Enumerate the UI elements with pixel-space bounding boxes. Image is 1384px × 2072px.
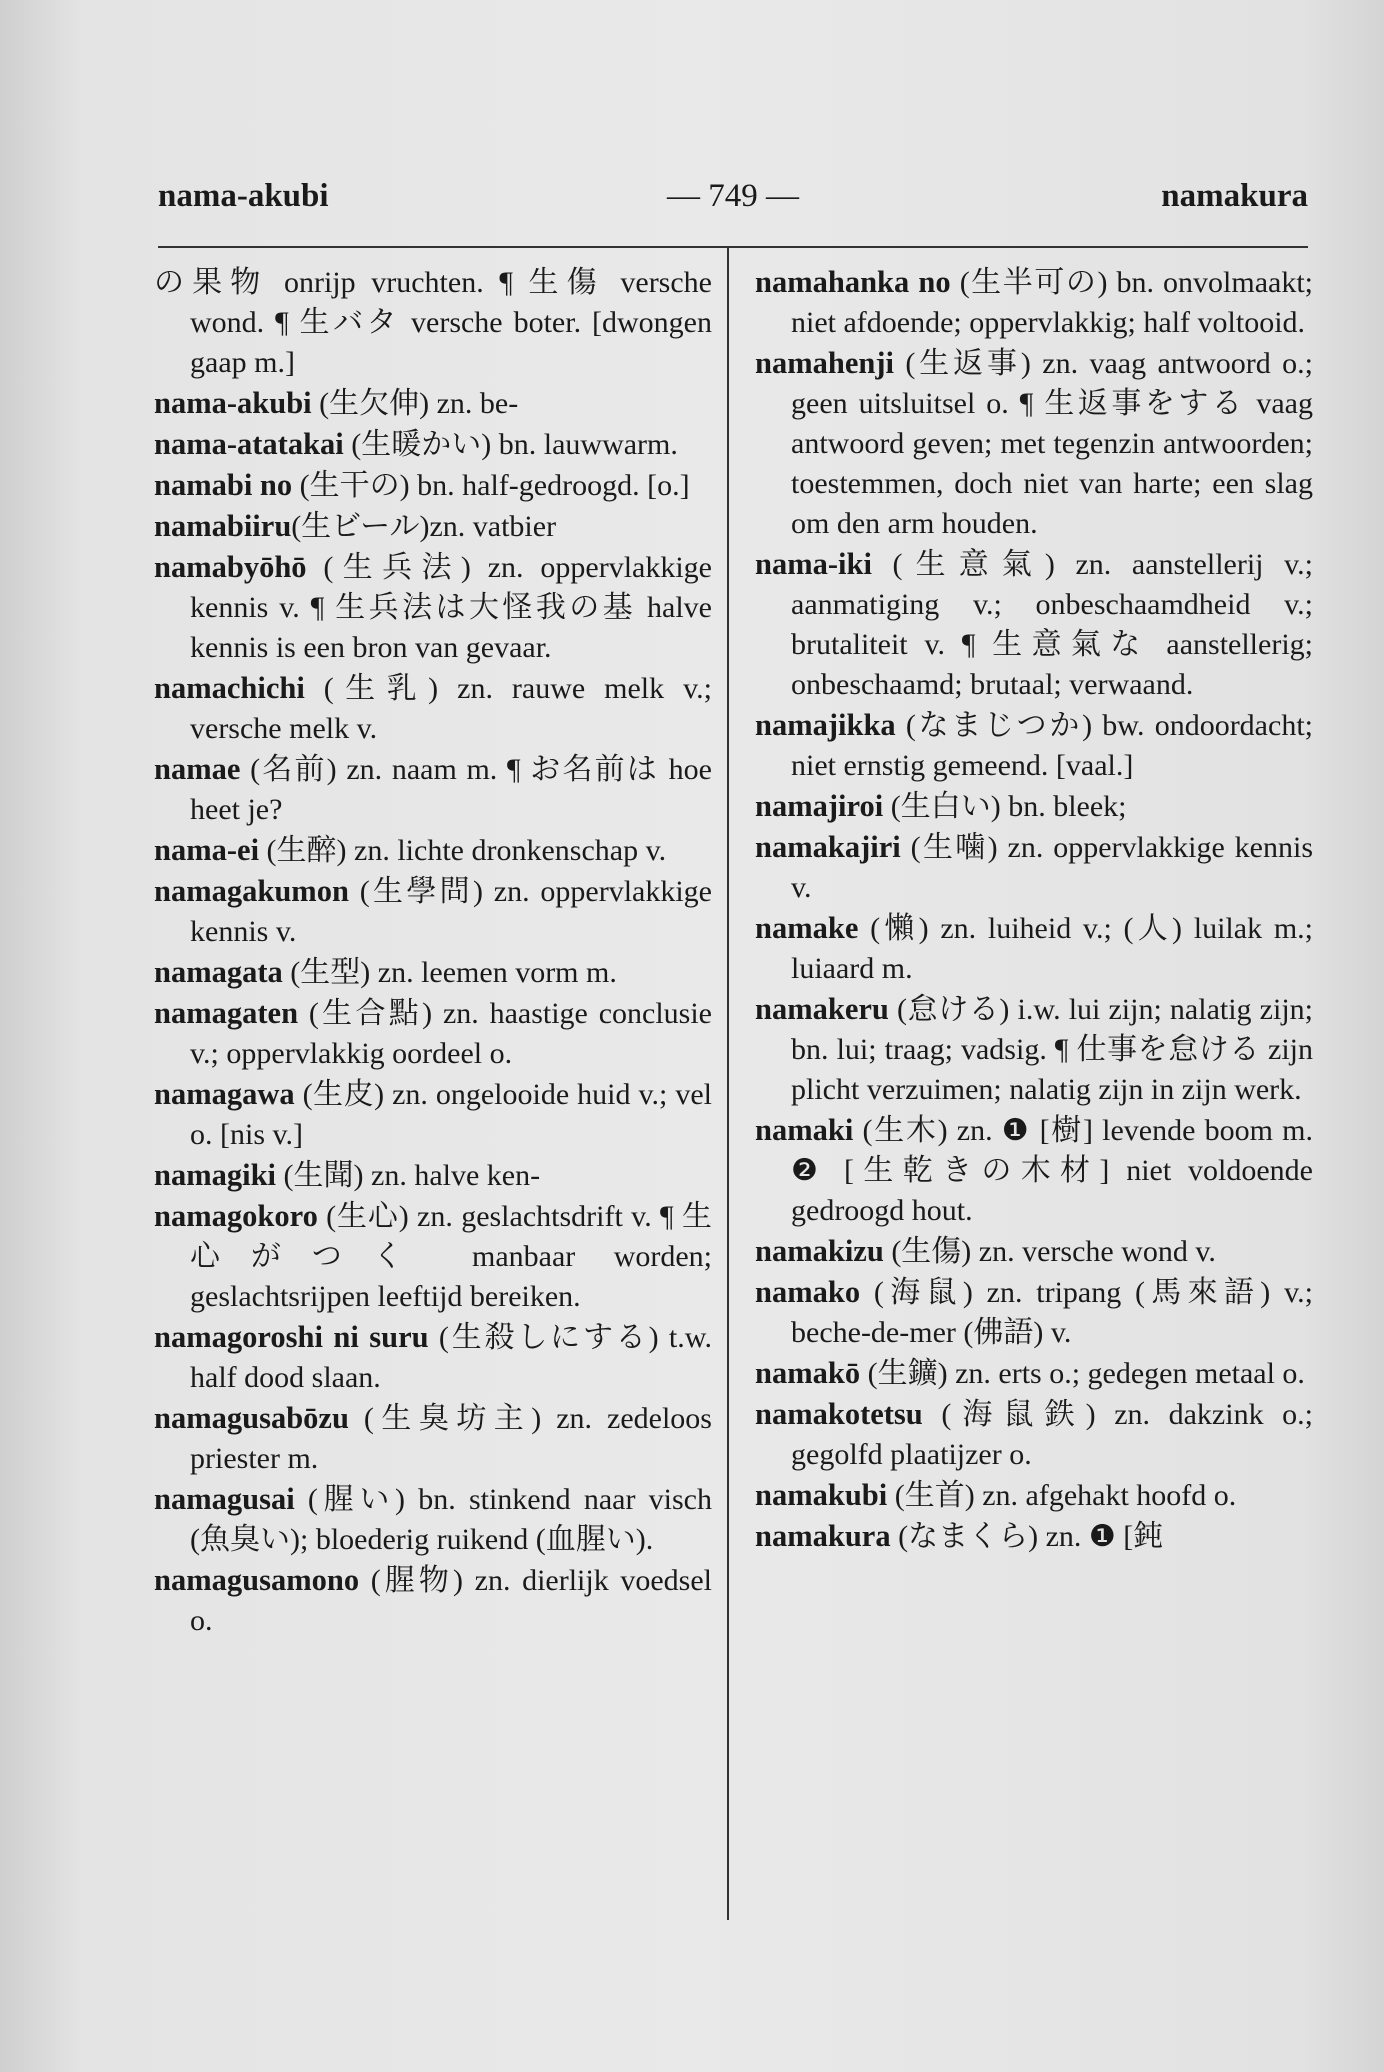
entry-headword: nama-iki [755, 547, 872, 581]
entry-definition: (なまくら) zn. ❶ [鈍 [890, 1520, 1164, 1553]
entry-definition: (生暖かい) bn. lauwwarm. [343, 428, 678, 461]
entry-definition: (怠ける) i.w. lui zijn; nalatig zijn; bn. lui; traag; vadsig. ¶ 仕事を怠ける zijn plicht verzuimen; nalatig zijn in zijn werk. [791, 993, 1313, 1106]
entry-headword: namagakumon [154, 874, 349, 908]
dictionary-entry [755, 786, 1313, 827]
dictionary-entry [154, 424, 712, 465]
left-column [154, 262, 712, 1641]
page-number: — 749 — [667, 178, 799, 214]
dictionary-entry [154, 1560, 712, 1641]
entry-headword: namakura [755, 1519, 891, 1553]
entry-definition: (生鑛) zn. erts o.; gedegen metaal o. [860, 1357, 1305, 1390]
entry-headword: namakotetsu [755, 1397, 923, 1431]
entry-headword: namabyōhō [154, 550, 307, 584]
entry-definition: (生首) zn. afgehakt hoofd o. [887, 1479, 1237, 1512]
dictionary-entry [755, 1394, 1313, 1475]
entry-headword: namabiiru [154, 509, 292, 543]
entry-definition: (生ビール)zn. vatbier [291, 510, 557, 543]
entry-headword: namake [755, 911, 859, 945]
entry-definition: (生型) zn. leemen vorm m. [282, 956, 617, 989]
entry-headword: namachichi [154, 671, 305, 705]
entry-headword: namajiroi [755, 789, 884, 823]
entry-headword: namakeru [755, 992, 889, 1026]
entry-definition: (生返事) zn. vaag antwoord o.; geen uitsluitsel o. ¶ 生返事をする vaag antwoord geven; met tegenzin antwoorden; toestemmen, doch niet van harte; een slag om den arm houden. [791, 347, 1313, 540]
entry-definition: (生意氣) zn. aanstellerij v.; aanmatiging v.; onbeschaamdheid v.; brutaliteit v. ¶ 生意氣な aanstellerig; onbeschaamd; brutaal; verwaand. [791, 548, 1313, 701]
entry-definition: (生醉) zn. lichte dronkenschap v. [259, 834, 667, 867]
entry-definition: (生皮) zn. ongelooide huid v.; vel o. [nis v.] [190, 1078, 712, 1151]
entry-definition: (生干の) bn. half-gedroogd. [o.] [292, 469, 690, 502]
dictionary-entry [755, 262, 1313, 343]
dictionary-entry [154, 1479, 712, 1560]
entry-definition: (名前) zn. naam m. ¶ お名前は hoe heet je? [190, 753, 712, 826]
entry-headword: namaki [755, 1113, 854, 1147]
entry-definition: (懶) zn. luiheid v.; (人) luilak m.; luiaard m. [791, 912, 1313, 985]
entry-headword: namahenji [755, 346, 894, 380]
dictionary-entry [154, 668, 712, 749]
dictionary-entry [755, 1475, 1313, 1516]
dictionary-entry [154, 1155, 712, 1196]
dictionary-entry [755, 1516, 1313, 1557]
entry-definition: (生聞) zn. halve ken- [276, 1159, 541, 1192]
entry-headword: nama-atatakai [154, 427, 344, 461]
column-divider [727, 248, 729, 1920]
entry-headword: namagawa [154, 1077, 295, 1111]
page-header [158, 178, 1308, 228]
entry-headword: namagiki [154, 1158, 277, 1192]
dictionary-entry [154, 830, 712, 871]
entry-headword: namakubi [755, 1478, 888, 1512]
dictionary-entry [755, 908, 1313, 989]
entry-headword: namakō [755, 1356, 861, 1390]
dictionary-entry [154, 1398, 712, 1479]
entry-headword: namagusabōzu [154, 1401, 349, 1435]
dictionary-entry [154, 749, 712, 830]
entry-headword: namagata [154, 955, 283, 989]
entry-definition: (生殺しにする) t.w. half dood slaan. [190, 1321, 712, 1394]
entry-definition: (生兵法) zn. oppervlakkige kennis v. ¶ 生兵法は大怪我の基 halve kennis is een bron van gevaar. [190, 551, 712, 664]
dictionary-entry [755, 827, 1313, 908]
dictionary-entry [154, 506, 712, 547]
entry-definition: (生半可の) bn. onvolmaakt; niet afdoende; oppervlakkig; half voltooid. [791, 266, 1313, 339]
entry-headword: namagusamono [154, 1563, 360, 1597]
entry-headword: namakajiri [755, 830, 901, 864]
dictionary-entry [154, 952, 712, 993]
entry-definition: (生欠伸) zn. be- [311, 387, 519, 420]
dictionary-entry [755, 1231, 1313, 1272]
entry-definition: (生白い) bn. bleek; [883, 790, 1127, 823]
entry-definition: (生噛) zn. oppervlakkige kennis v. [791, 831, 1313, 904]
right-column [755, 262, 1313, 1557]
dictionary-entry [755, 544, 1313, 705]
dictionary-entry [154, 1074, 712, 1155]
entry-definition: (海鼠鉄) zn. dakzink o.; gegolfd plaatijzer o. [791, 1398, 1313, 1471]
entry-definition: (生合點) zn. haastige conclusie v.; oppervlakkig oordeel o. [190, 997, 712, 1070]
dictionary-entry [154, 993, 712, 1074]
entry-definition: (腥物) zn. dierlijk voedsel o. [190, 1564, 712, 1637]
entry-definition: (生木) zn. ❶ [樹] levende boom m. ❷ [生乾きの木材] niet voldoende gedroogd hout. [791, 1114, 1313, 1227]
dictionary-entry [154, 465, 712, 506]
dictionary-entry [154, 1317, 712, 1398]
entry-definition: (生傷) zn. versche wond v. [883, 1235, 1216, 1268]
entry-definition: (生乳) zn. rauwe melk v.; versche melk v. [190, 672, 712, 745]
entry-headword: namako [755, 1275, 861, 1309]
entry-definition: (生臭坊主) zn. zedeloos priester m. [190, 1402, 712, 1475]
dictionary-entry [755, 989, 1313, 1110]
entry-headword: namakizu [755, 1234, 884, 1268]
entry-definition: (生學問) zn. oppervlakkige kennis v. [190, 875, 712, 948]
entry-definition: (海鼠) zn. tripang (馬來語) v.; beche-de-mer (佛語) v. [791, 1276, 1313, 1349]
entry-headword: namagusai [154, 1482, 295, 1516]
entry-definition: (生心) zn. geslachtsdrift v. ¶ 生心がつく manbaar worden; geslachtsrijpen leeftijd bereiken. [190, 1200, 712, 1313]
dictionary-entry [755, 1272, 1313, 1353]
header-left-guideword: nama-akubi [158, 178, 329, 214]
entry-headword: namae [154, 752, 241, 786]
entry-headword: namabi no [154, 468, 293, 502]
entry-headword: namagokoro [154, 1199, 318, 1233]
header-right-guideword: namakura [1161, 178, 1308, 214]
entry-headword: namagoroshi ni suru [154, 1320, 429, 1354]
dictionary-entry [154, 1196, 712, 1317]
dictionary-entry [755, 1353, 1313, 1394]
entry-headword: namagaten [154, 996, 299, 1030]
dictionary-entry [154, 383, 712, 424]
entry-definition: の果物 onrijp vruchten. ¶ 生傷 versche wond. ¶ 生バタ versche boter. [dwongen gaap m.] [154, 266, 712, 379]
entry-headword: namahanka no [755, 265, 951, 299]
entry-headword: namajikka [755, 708, 896, 742]
dictionary-entry [755, 705, 1313, 786]
dictionary-entry [154, 547, 712, 668]
entry-headword: nama-akubi [154, 386, 312, 420]
entry-definition: (腥い) bn. stinkend naar visch (魚臭い); bloederig ruikend (血腥い). [190, 1483, 712, 1556]
header-rule [158, 246, 1308, 248]
dictionary-entry [755, 1110, 1313, 1231]
dictionary-entry [154, 262, 712, 383]
dictionary-entry [755, 343, 1313, 544]
entry-headword: nama-ei [154, 833, 260, 867]
dictionary-entry [154, 871, 712, 952]
entry-definition: (なまじつか) bw. ondoordacht; niet ernstig gemeend. [vaal.] [791, 709, 1313, 782]
